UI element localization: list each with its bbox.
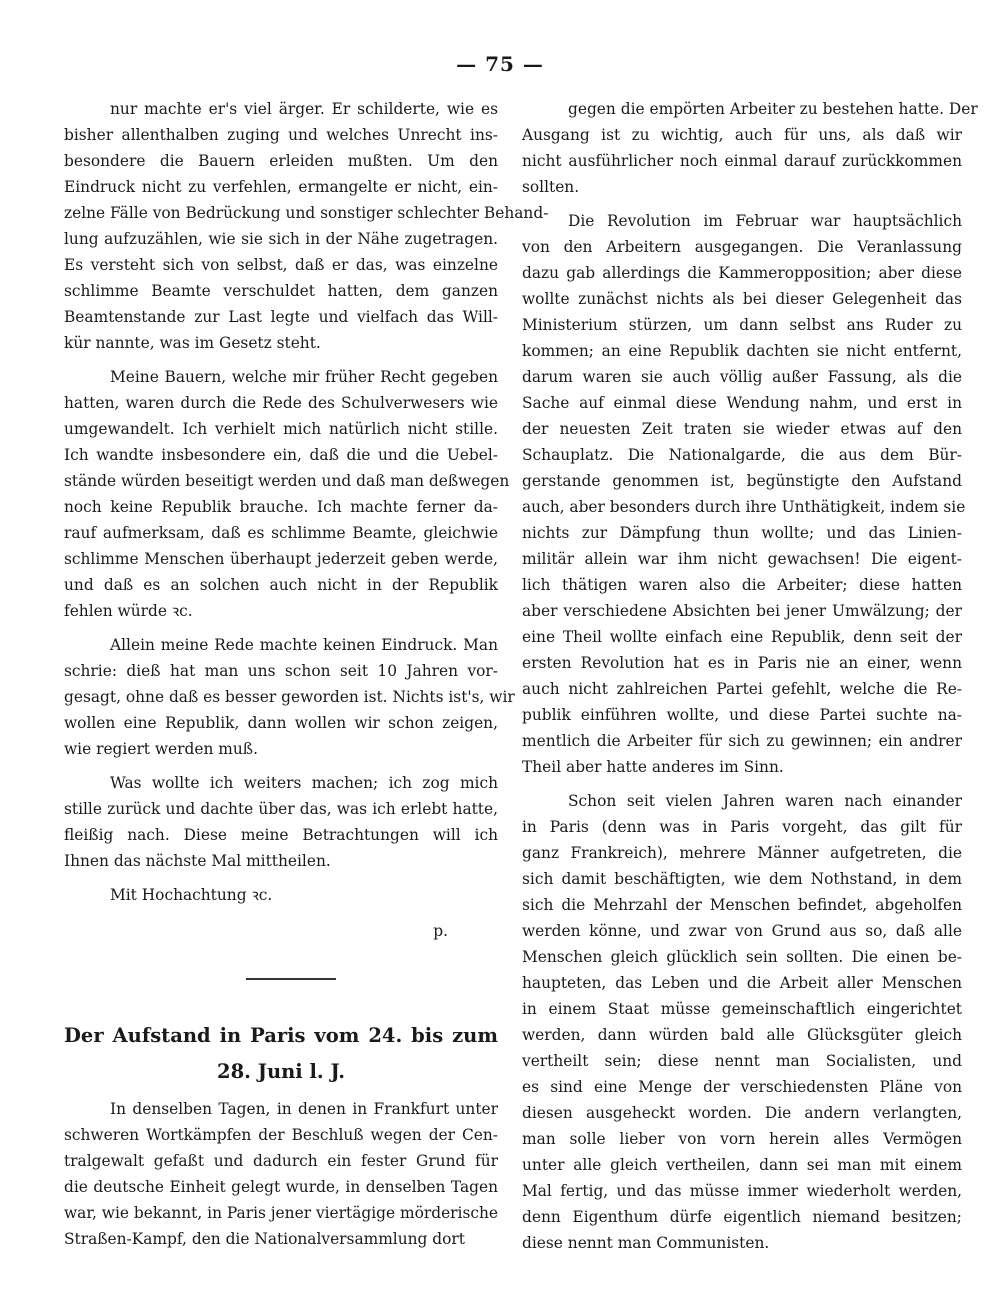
paragraph-gap [64, 356, 498, 364]
text-line: kommen; an eine Republik dachten sie nicht entfernt, [522, 342, 962, 360]
paragraph-gap [64, 762, 498, 770]
paragraph [64, 364, 510, 624]
text-line: schrie: dieß hat man uns schon seit 10 Jahren vor- [64, 662, 498, 680]
section-divider [246, 978, 336, 980]
paragraph [64, 1096, 498, 1252]
paragraph-gap [522, 200, 962, 208]
text-line: Ich wandte insbesondere ein, daß die und die Uebel- [64, 446, 498, 464]
text-line: werden könne, und zwar von Grund aus so, daß alle [522, 922, 962, 940]
text-line: der neuesten Zeit traten sie wieder etwas auf den [522, 420, 962, 438]
paragraph-gap [522, 780, 962, 788]
text-line: Allein meine Rede machte keinen Eindruck. Man [110, 636, 498, 654]
article-heading: Der Aufstand in Paris vom 24. bis zum [64, 1024, 498, 1047]
text-line: auch, aber besonders durch ihre Unthätigkeit, indem sie [522, 498, 966, 516]
text-line: Menschen gleich glücklich sein sollten. Die einen be- [522, 948, 962, 966]
text-line: ganz Frankreich), mehrere Männer aufgetreten, die [522, 844, 962, 862]
text-line: Schon seit vielen Jahren waren nach einander [568, 792, 962, 810]
text-line: vertheilt sein; diese nennt man Socialisten, und [522, 1052, 962, 1070]
text-line: werden, dann würden bald alle Glücksgüter gleich [522, 1026, 962, 1044]
text-line: schlimme Beamte verschuldet hatten, dem ganzen [64, 282, 498, 300]
text-line: Ihnen das nächste Mal mittheilen. [64, 852, 331, 870]
text-line: von den Arbeitern ausgegangen. Die Veranlassung [522, 238, 962, 256]
text-line: bisher allenthalben zuging und welches Unrecht ins- [64, 126, 498, 144]
text-line: darum waren sie auch völlig außer Fassung, als die [522, 368, 962, 386]
text-line: Ministerium stürzen, um dann selbst ans Ruder zu [522, 316, 962, 334]
text-line: Ausgang ist zu wichtig, auch für uns, als daß wir [522, 126, 962, 144]
text-line: Die Revolution im Februar war hauptsächlich [568, 212, 962, 230]
paragraph [64, 770, 498, 874]
text-line: eine Theil wollte einfach eine Republik, denn seit der [522, 628, 962, 646]
text-line: Es versteht sich von selbst, daß er das, was einzelne [64, 256, 498, 274]
text-line: Mal fertig, und das müsse immer wiederholt werden, [522, 1182, 962, 1200]
article-heading-date: 28. Juni l. J. [217, 1060, 345, 1083]
text-line: lung aufzuzählen, wie sie sich in der Nähe zugetragen. [64, 230, 498, 248]
text-line: fleißig nach. Diese meine Betrachtungen will ich [64, 826, 498, 844]
text-line: tralgewalt gefaßt und dadurch ein fester Grund für [64, 1152, 498, 1170]
text-line: denn Eigenthum dürfe eigentlich niemand besitzen; [522, 1208, 962, 1226]
text-line: sich die Mehrzahl der Menschen befindet, abgeholfen [522, 896, 962, 914]
text-line: stände würden beseitigt werden und daß man deßwegen [64, 472, 510, 490]
text-line: schweren Wortkämpfen der Beschluß wegen der Cen- [64, 1126, 498, 1144]
text-line: Straßen-Kampf, den die Nationalversammlung dort [64, 1230, 465, 1248]
text-line: diesen ausgeheckt worden. Die andern verlangten, [522, 1104, 962, 1122]
text-line: Mit Hochachtung ꝛc. [110, 886, 273, 904]
text-line: zelne Fälle von Bedrückung und sonstiger schlechter Behand- [64, 204, 549, 222]
text-line: hatten, waren durch die Rede des Schulverwesers wie [64, 394, 498, 412]
text-line: fehlen würde ꝛc. [64, 602, 193, 620]
text-line: militär allein war ihm nicht gewachsen! Die eigent- [522, 550, 962, 568]
text-line: publik einführen wollte, und diese Partei suchte na- [522, 706, 962, 724]
text-line: nur machte er's viel ärger. Er schilderte, wie es [110, 100, 498, 118]
text-line: haupteten, das Leben und die Arbeit aller Menschen [522, 974, 962, 992]
text-line: gegen die empörten Arbeiter zu bestehen hatte. Der [568, 100, 978, 118]
text-line: es sind eine Menge der verschiedensten Pläne von [522, 1078, 962, 1096]
paragraph [522, 208, 966, 780]
paragraph [522, 96, 978, 200]
text-line: nichts zur Dämpfung thun wollte; und das Linien- [522, 524, 962, 542]
text-line: auch nicht zahlreichen Partei gefehlt, welche die Re- [522, 680, 962, 698]
text-line: man solle lieber von vorn herein alles Vermögen [522, 1130, 962, 1148]
right-column [522, 96, 978, 1256]
paragraph [64, 632, 515, 762]
text-line: Theil aber hatte anderes im Sinn. [522, 758, 784, 776]
text-line: rauf aufmerksam, daß es schlimme Beamte, gleichwie [64, 524, 498, 542]
text-line: mentlich die Arbeiter für sich zu gewinnen; ein andrer [522, 732, 962, 750]
paragraph [64, 96, 549, 356]
text-line: sich damit beschäftigten, wie dem Nothstand, in dem [522, 870, 962, 888]
paragraph-gap [64, 874, 498, 882]
text-line: war, wie bekannt, in Paris jener viertägige mörderische [64, 1204, 499, 1222]
text-line: wollen eine Republik, dann wollen wir schon zeigen, [64, 714, 498, 732]
text-line: Meine Bauern, welche mir früher Recht gegeben [110, 368, 498, 386]
text-line: besondere die Bauern erleiden mußten. Um den [64, 152, 498, 170]
text-line: stille zurück und dachte über das, was ich erlebt hatte, [64, 800, 498, 818]
text-line: schlimme Menschen überhaupt jederzeit geben werde, [64, 550, 498, 568]
text-line: In denselben Tagen, in denen in Frankfurt unter [110, 1100, 498, 1118]
signature: p. [433, 922, 448, 940]
text-line: wie regiert werden muß. [64, 740, 258, 758]
text-line: umgewandelt. Ich verhielt mich natürlich nicht stille. [64, 420, 498, 438]
text-line: diese nennt man Communisten. [522, 1234, 770, 1252]
text-line: in einem Staat müsse gemeinschaftlich eingerichtet [522, 1000, 962, 1018]
text-line: dazu gab allerdings die Kammeropposition; aber diese [522, 264, 962, 282]
text-line: gesagt, ohne daß es besser geworden ist. Nichts ist's, wir [64, 688, 515, 706]
paragraph [522, 788, 962, 1256]
text-line: gerstande genommen ist, begünstigte den Aufstand [522, 472, 962, 490]
text-line: unter alle gleich vertheilen, dann sei man mit einem [522, 1156, 962, 1174]
paragraph [64, 882, 498, 908]
text-line: noch keine Republik brauche. Ich machte ferner da- [64, 498, 498, 516]
text-line: Sache auf einmal diese Wendung nahm, und erst in [522, 394, 962, 412]
text-line: kür nannte, was im Gesetz steht. [64, 334, 321, 352]
text-line: ersten Revolution hat es in Paris nie an einer, wenn [522, 654, 962, 672]
text-line: Was wollte ich weiters machen; ich zog mich [110, 774, 498, 792]
text-line: Eindruck nicht zu verfehlen, ermangelte er nicht, ein- [64, 178, 498, 196]
text-line: die deutsche Einheit gelegt wurde, in denselben Tagen [64, 1178, 498, 1196]
paragraph-gap [64, 624, 498, 632]
text-line: nicht ausführlicher noch einmal darauf zurückkommen [522, 152, 962, 170]
text-line: sollten. [522, 178, 580, 196]
text-line: lich thätigen waren also die Arbeiter; diese hatten [522, 576, 962, 594]
text-line: und daß es an solchen auch nicht in der Republik [64, 576, 498, 594]
text-line: Beamtenstande zur Last legte und vielfach das Will- [64, 308, 498, 326]
page-number: — 75 — [456, 52, 544, 76]
text-line: Schauplatz. Die Nationalgarde, die aus dem Bür- [522, 446, 962, 464]
text-line: aber verschiedene Absichten bei jener Umwälzung; der [522, 602, 962, 620]
left-column [64, 96, 549, 1252]
text-line: wollte zunächst nichts als bei dieser Gelegenheit das [522, 290, 962, 308]
text-line: in Paris (denn was in Paris vorgeht, das gilt für [522, 818, 962, 836]
